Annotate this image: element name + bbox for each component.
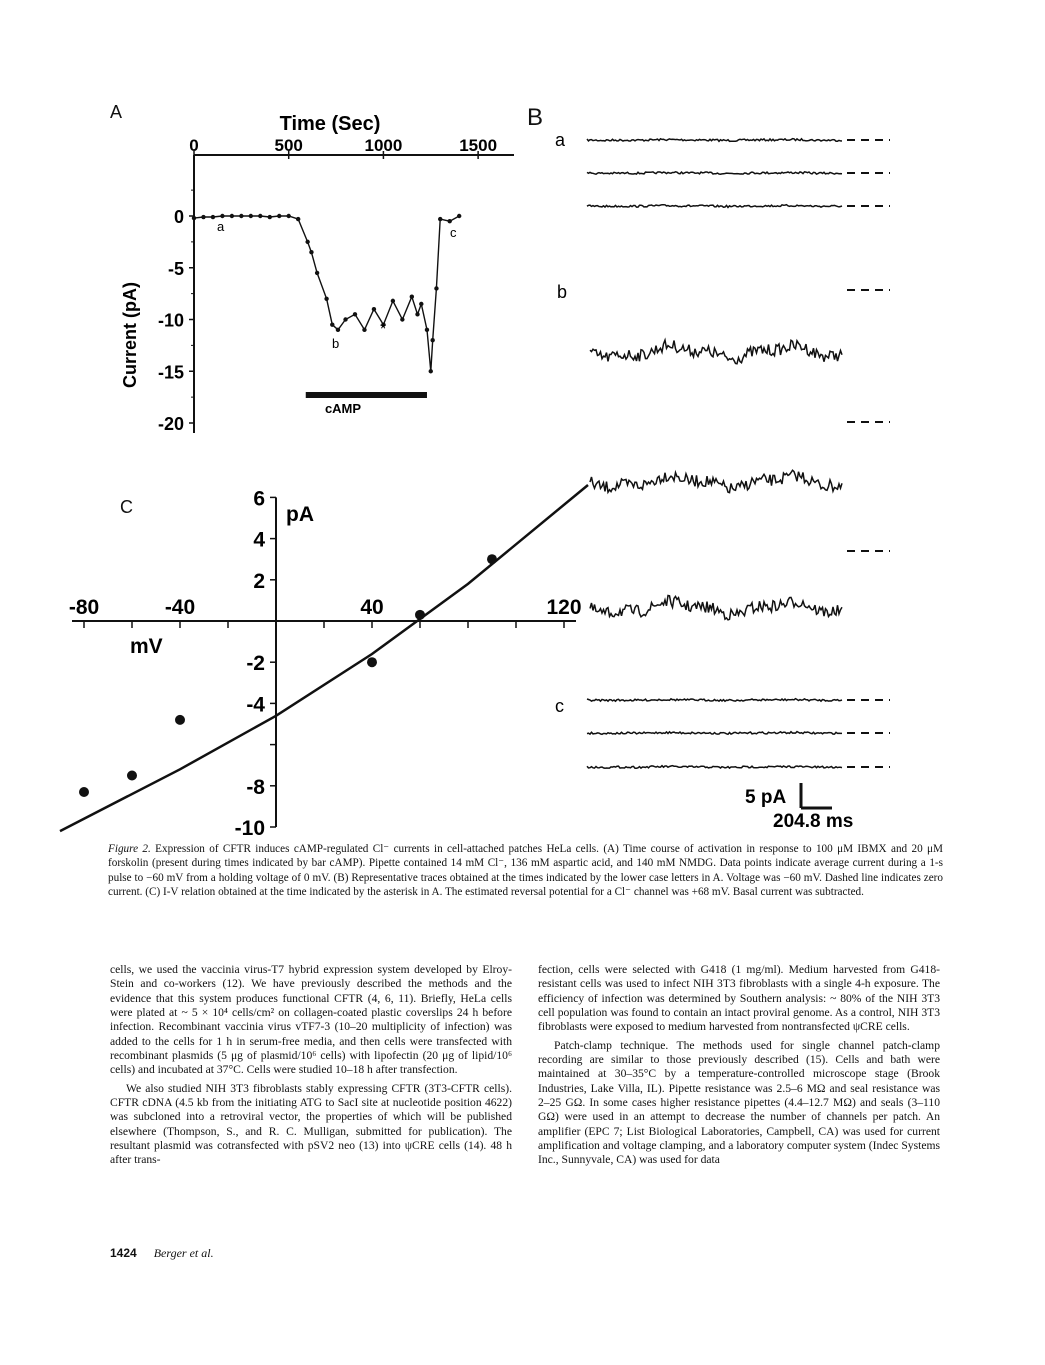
point-label-c: c — [450, 225, 457, 240]
point-label-asterisk: * — [380, 321, 387, 338]
body-paragraph: We also studied NIH 3T3 fibroblasts stably expressing CFTR (3T3-CFTR cells). CFTR cDNA (4.5 kb from the initiating ATG to SacI site at nucleotide position 4622) was subcloned into a retroviral vector, the properties of which will be published elsewhere (Thompson, S., and R. C. Mulligan, submitted for publication). The resultant plasmid was cotransfected with pSV2 neo (13) into ψCRE cells (14). 48 h after trans- — [110, 1081, 512, 1167]
iv-x-tick-label: -40 — [164, 596, 196, 619]
caption-label: Figure 2. — [108, 843, 151, 855]
time-course-point — [192, 216, 196, 220]
time-course-x-tick-label: 0 — [189, 136, 199, 155]
time-course-point — [324, 297, 328, 301]
time-course-point — [362, 328, 366, 332]
point-label-a: a — [217, 219, 225, 234]
time-course-point — [419, 302, 423, 306]
iv-fit-line — [60, 485, 588, 831]
iv-x-tick-label: 120 — [546, 596, 582, 619]
body-left-column — [110, 963, 512, 1168]
running-head: Berger et al. — [153, 1246, 214, 1260]
time-course-y-tick-label: -20 — [157, 414, 184, 434]
camp-bar-label: cAMP — [324, 401, 362, 416]
time-course-point — [287, 214, 291, 218]
time-course-point — [315, 271, 319, 275]
time-course-y-tick-label: -10 — [157, 310, 184, 331]
time-course-point — [438, 217, 442, 221]
iv-data-point — [79, 787, 89, 797]
iv-data-point — [127, 771, 137, 781]
time-course-x-tick-label: 1500 — [459, 136, 498, 155]
body-right-column — [538, 963, 940, 1168]
current-trace — [590, 596, 842, 620]
panel-b-letter: B — [527, 104, 544, 131]
time-course-point — [400, 317, 404, 321]
iv-y-unit: pA — [286, 503, 314, 526]
iv-x-tick-label: 40 — [360, 596, 384, 619]
point-label-b: b — [332, 336, 340, 351]
iv-y-tick-label: -2 — [246, 652, 265, 676]
scale-time-label: 204.8 ms — [773, 811, 854, 832]
current-trace — [590, 340, 842, 364]
time-course-point — [434, 286, 438, 290]
time-course-point — [457, 214, 461, 218]
time-course-point — [425, 328, 429, 332]
time-course-point — [230, 214, 234, 218]
body-paragraph: Patch-clamp technique. The methods used for single channel patch-clamp recording are similar to those previously described (15). Cells and bath were maintained at 30–35°C by a temperature-controlled microscope stage (Brook Industries, Lake Villa, IL). Pipette resistance was 2.5–6 MΩ and seal resistance was 2–25 GΩ. In some cases higher resistance pipettes (4.4–12.7 MΩ) and seals (3–110 GΩ) were used in an attempt to decrease the number of channels per patch. An amplifier (EPC 7; List Biological Laboratories, Campbell, CA) was used for current amplification and voltage clamping, and a laboratory computer system (Indec Systems Inc., Sunnyvale, CA) was used for data — [538, 1038, 940, 1167]
time-course-point — [258, 214, 262, 218]
iv-y-tick-label: 4 — [253, 528, 265, 552]
body-paragraph: fection, cells were selected with G418 (1 mg/ml). Medium harvested from G418-resistant cells was used to infect NIH 3T3 fibroblasts with a single 4-h exposure. The efficiency of infection was determined by Southern analysis: ~ 80% of the NIH 3T3 cell population was found to contain an intact proviral genome. As a control, NIH 3T3 fibroblasts were exposed to medium harvested from nontransfected ψCRE cells. — [538, 963, 940, 1034]
time-course-point — [305, 240, 309, 244]
time-course-title: Time (Sec) — [279, 113, 381, 135]
time-course-line — [194, 216, 459, 371]
iv-y-tick-label: 6 — [253, 487, 265, 511]
time-course-point — [268, 215, 272, 219]
camp-bar — [306, 392, 427, 398]
current-trace — [590, 470, 842, 492]
time-course-point — [448, 219, 452, 223]
iv-x-unit: mV — [130, 635, 163, 658]
time-course-y-tick-label: -5 — [167, 258, 184, 279]
panel-a-letter: A — [110, 102, 123, 122]
time-course-ylabel: Current (pA) — [120, 282, 140, 388]
page-number: 1424 — [110, 1246, 137, 1260]
figure-caption — [108, 842, 943, 899]
current-trace — [587, 139, 842, 142]
time-course-point — [415, 312, 419, 316]
time-course-point — [330, 322, 334, 326]
iv-y-tick-label: -8 — [246, 775, 265, 799]
time-course-chart — [100, 100, 520, 450]
time-course-point — [336, 328, 340, 332]
time-course-point — [343, 317, 347, 321]
iv-data-point — [367, 657, 377, 667]
time-course-point — [309, 250, 313, 254]
iv-data-point — [487, 554, 497, 564]
time-course-point — [353, 312, 357, 316]
time-course-point — [391, 299, 395, 303]
iv-y-tick-label: 2 — [253, 569, 265, 593]
time-course-point — [239, 214, 243, 218]
iv-x-tick-label: -80 — [68, 596, 100, 619]
time-course-point — [220, 214, 224, 218]
time-course-point — [277, 214, 281, 218]
scale-current-label: 5 pA — [745, 787, 787, 808]
time-course-y-tick-label: -15 — [157, 362, 184, 383]
caption-text: Expression of CFTR induces cAMP-regulated Cl⁻ currents in cell-attached patches HeLa cells. (A) Time course of activation in response to 100 μM IBMX and 20 μM forskolin (present during times indicated by bar cAMP). Pipette contained 14 mM Cl⁻, 136 mM aspartic acid, and 140 mM NMDG. Data points indicate average current during a 1-s pulse to −60 mV from a holding voltage of 0 mV. (B) Representative traces obtained at the times indicated by the lower case letters in A. Voltage was −60 mV. Dashed line indicates zero current. (C) I-V relation obtained at the time indicated by the asterisk in A. The estimated reversal potential for a Cl⁻ channel was +68 mV. Basal current was subtracted. — [108, 843, 944, 898]
time-course-point — [201, 215, 205, 219]
time-course-y-tick-label: 0 — [173, 207, 184, 227]
current-trace — [587, 205, 842, 208]
current-trace — [587, 699, 842, 702]
body-paragraph: cells, we used the vaccinia virus-T7 hybrid expression system developed by Elroy-Stein and co-workers (12). We have previously described the methods and the evidence that this system produces functional CFTR (4, 6, 11). Briefly, HeLa cells were plated at ~ 5 × 10⁴ cells/cm² on collagen-coated plastic coverslips 24 h before infection. Recombinant vaccinia virus vTF7-3 (10–20 multiplicity of infection) was added to the cells for 1 h in serum-free media, and then cells were transfected with recombinant plasmids (5 μg of plasmid/10⁶ cells) with lipofectin (20 μg of lipid/10⁶ cells) and incubated at 37°C. Cells were studied 10–18 h after transfection. — [110, 963, 512, 1077]
iv-data-point — [175, 715, 185, 725]
traces-panel — [545, 120, 900, 840]
current-trace — [587, 172, 842, 174]
page-footer — [110, 1246, 214, 1261]
iv-y-tick-label: -4 — [246, 693, 265, 717]
time-course-point — [211, 215, 215, 219]
time-course-x-tick-label: 1000 — [364, 136, 403, 155]
time-course-point — [296, 217, 300, 221]
iv-chart — [68, 487, 582, 840]
trace-label-c: c — [555, 696, 564, 716]
time-course-point — [372, 307, 376, 311]
panel-c-letter: C — [120, 497, 133, 517]
time-course-point — [429, 369, 433, 373]
time-course-point — [249, 214, 253, 218]
current-trace — [587, 732, 842, 735]
iv-data-point — [415, 610, 425, 620]
trace-label-a: a — [555, 130, 566, 150]
trace-label-b: b — [557, 282, 568, 302]
iv-y-tick-label: -10 — [234, 817, 265, 840]
time-course-point — [430, 338, 434, 342]
time-course-x-tick-label: 500 — [274, 136, 303, 155]
current-trace — [587, 766, 842, 769]
time-course-point — [410, 295, 414, 299]
